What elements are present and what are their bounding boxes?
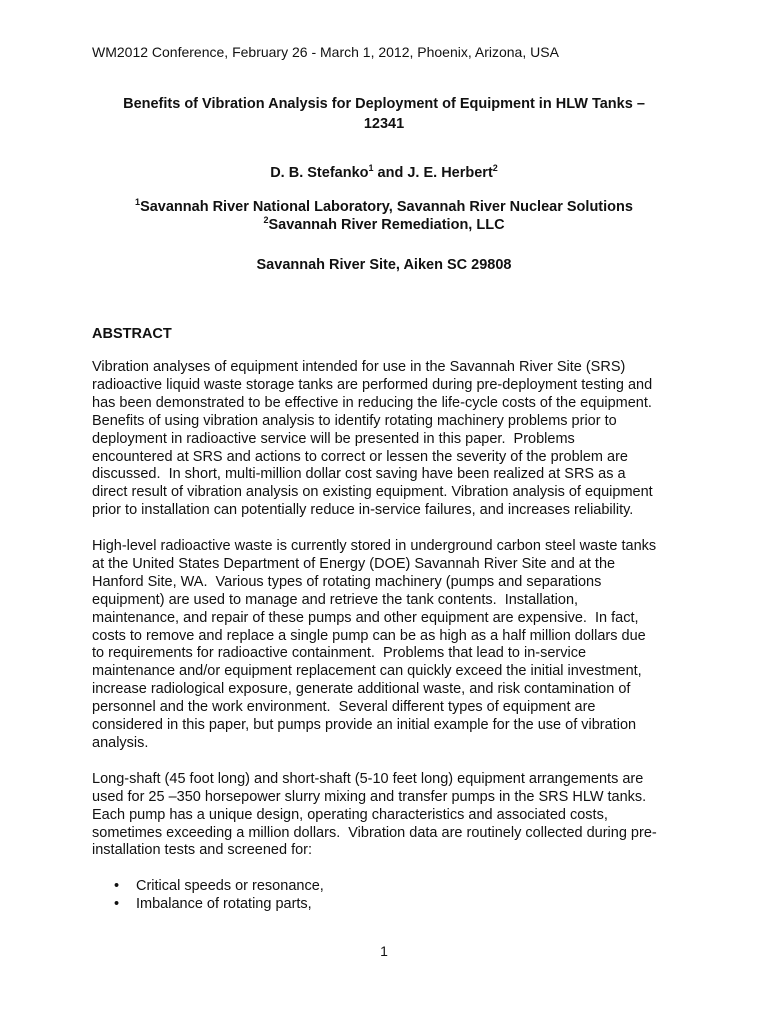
text-line: maintenance, and repair of these pumps and other equipment are expensive. In fact, [92,609,639,626]
text-line: prior to installation can potentially reduce in-service failures, and increases reliability. [92,502,634,519]
text-line: personnel and the work environment. Several different types of equipment are [92,699,596,716]
author-list [92,163,676,183]
text-line: has been demonstrated to be effective in reducing the life-cycle costs of the equipment. [92,394,652,411]
text-line: maintenance and/or equipment replacement can quickly exceed the initial investment, [92,663,642,680]
title-line-1: Benefits of Vibration Analysis for Deployment of Equipment in HLW Tanks – [123,96,645,112]
affiliation-1-mark: 1 [135,197,141,207]
paragraph-1 [92,359,684,520]
affiliation-1-text: Savannah River National Laboratory, Savannah River Nuclear Solutions [140,199,633,215]
list-item-text: Imbalance of rotating parts, [136,896,312,913]
paper-title [92,94,676,134]
text-line: used for 25 –350 horsepower slurry mixing and transfer pumps in the SRS HLW tanks. [92,788,647,805]
text-line: Each pump has a unique design, operating characteristics and associated costs, [92,806,608,823]
page-number: 1 [380,943,388,959]
affiliation-2-text: Savannah River Remediation, LLC [268,217,505,233]
text-line: direct result of vibration analysis on existing equipment. Vibration analysis of equipment [92,484,653,501]
author-1-affiliation-mark: 1 [368,163,374,173]
text-line: equipment) are used to manage and retrieve the tank contents. Installation, [92,591,579,608]
text-line: High-level radioactive waste is currently stored in underground carbon steel waste tanks [92,538,657,555]
text-line: to requirements for radioactive containment. Problems that lead to in-service [92,645,587,662]
author-1: D. B. Stefanko [270,165,369,181]
list-item [92,896,684,914]
text-line: discussed. In short, multi-million dollar cost saving have been realized at SRS as a [92,466,626,483]
author-joiner: and [373,165,408,181]
text-line: increase radiological exposure, generate additional waste, and risk contamination of [92,681,631,698]
text-line: considered in this paper, but pumps provide an initial example for the use of vibration [92,717,637,734]
affiliation-2-mark: 2 [263,215,269,225]
text-line: Long-shaft (45 foot long) and short-shaft (5-10 feet long) equipment arrangements are [92,770,644,787]
author-2: J. E. Herbert [407,165,493,181]
text-line: analysis. [92,735,149,752]
list-item-text: Critical speeds or resonance, [136,878,324,895]
title-line-2: 12341 [363,116,405,132]
text-line: deployment in radioactive service will be presented in this paper. Problems [92,430,575,447]
text-line: Benefits of using vibration analysis to identify rotating machinery problems prior to [92,412,617,429]
conference-header: WM2012 Conference, February 26 - March 1, 2012, Phoenix, Arizona, USA [92,44,559,60]
abstract-heading: ABSTRACT [92,326,172,342]
list-item [92,878,684,896]
text-line: costs to remove and replace a single pump can be as high as a half million dollars due [92,627,646,644]
text-line: radioactive liquid waste storage tanks are performed during pre-deployment testing and [92,376,653,393]
text-line: installation tests and screened for: [92,842,313,859]
abstract-body [92,359,684,914]
text-line: at the United States Department of Energy (DOE) Savannah River Site and at the [92,555,616,572]
text-line: Hanford Site, WA. Various types of rotating machinery (pumps and separations [92,573,602,590]
affiliation-2 [92,216,676,234]
text-line: sometimes exceeding a million dollars. Vibration data are routinely collected during pre- [92,824,657,841]
paragraph-2 [92,538,684,753]
paragraph-3 [92,771,684,861]
text-line: encountered at SRS and actions to correct or lessen the severity of the problem are [92,448,628,465]
affiliation-1 [92,198,676,216]
bullet-icon: • [114,878,120,895]
text-line: Vibration analyses of equipment intended for use in the Savannah River Site (SRS) [92,359,626,375]
bullet-icon: • [114,896,120,913]
bullet-list [92,878,684,914]
affiliations [92,198,676,234]
author-2-affiliation-mark: 2 [492,163,498,173]
site-location: Savannah River Site, Aiken SC 29808 [256,257,512,273]
